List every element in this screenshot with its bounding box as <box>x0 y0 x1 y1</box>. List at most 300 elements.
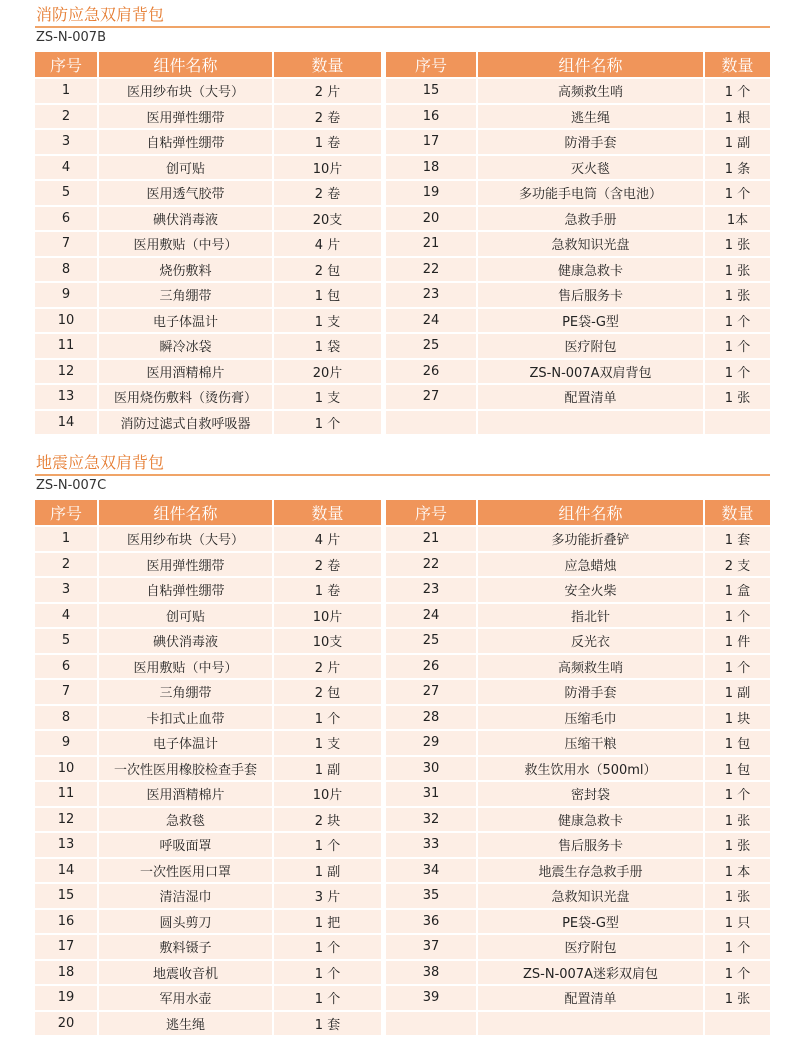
cell-component-name: 一次性医用口罩 <box>99 859 274 885</box>
cell-component-name: 医疗附包 <box>478 935 705 961</box>
table-row <box>35 757 381 783</box>
table-header-row <box>35 52 381 79</box>
cell-component-name: 医用纱布块（大号） <box>99 527 274 553</box>
cell-index: 19 <box>386 181 478 207</box>
cell-index: 10 <box>35 309 99 335</box>
cell-quantity: 4 片 <box>274 232 381 258</box>
cell-component-name: 售后服务卡 <box>478 833 705 859</box>
cell-index: 13 <box>35 385 99 411</box>
cell-component-name: 医用弹性绷带 <box>99 105 274 131</box>
table-row <box>386 655 770 681</box>
cell-index: 23 <box>386 578 478 604</box>
cell-component-name: 医用弹性绷带 <box>99 553 274 579</box>
cell-quantity: 1 个 <box>705 782 770 808</box>
cell-index: 24 <box>386 309 478 335</box>
cell-index: 19 <box>35 986 99 1012</box>
cell-index <box>386 1012 478 1038</box>
cell-quantity: 3 片 <box>274 884 381 910</box>
cell-component-name: 三角绷带 <box>99 283 274 309</box>
cell-index: 2 <box>35 105 99 131</box>
table-row <box>386 130 770 156</box>
cell-quantity: 2 包 <box>274 258 381 284</box>
cell-component-name: 医用敷贴（中号） <box>99 232 274 258</box>
table-row <box>386 859 770 885</box>
table-row <box>35 156 381 182</box>
cell-component-name: 地震收音机 <box>99 961 274 987</box>
cell-index: 22 <box>386 258 478 284</box>
cell-quantity: 1 个 <box>274 935 381 961</box>
cell-quantity: 1 条 <box>705 156 770 182</box>
section-model-code: ZS-N-007B <box>36 30 106 45</box>
cell-index: 1 <box>35 79 99 105</box>
cell-index: 15 <box>386 79 478 105</box>
cell-quantity: 1 件 <box>705 629 770 655</box>
cell-quantity: 2 片 <box>274 655 381 681</box>
cell-index: 38 <box>386 961 478 987</box>
table-row <box>35 385 381 411</box>
cell-quantity: 10片 <box>274 156 381 182</box>
cell-index: 23 <box>386 283 478 309</box>
cell-component-name: 配置清单 <box>478 986 705 1012</box>
cell-component-name: 烧伤敷料 <box>99 258 274 284</box>
section-model-code: ZS-N-007C <box>36 478 107 493</box>
table-row <box>386 309 770 335</box>
header-index: 序号 <box>35 52 99 79</box>
cell-quantity: 1 张 <box>705 258 770 284</box>
cell-index: 32 <box>386 808 478 834</box>
cell-quantity: 1 套 <box>274 1012 381 1038</box>
cell-component-name: 逃生绳 <box>478 105 705 131</box>
cell-index: 21 <box>386 232 478 258</box>
cell-component-name: 医用纱布块（大号） <box>99 79 274 105</box>
cell-quantity: 1 张 <box>705 884 770 910</box>
cell-index: 26 <box>386 360 478 386</box>
cell-component-name: 安全火柴 <box>478 578 705 604</box>
cell-component-name: 三角绷带 <box>99 680 274 706</box>
cell-index: 24 <box>386 604 478 630</box>
table-header-row <box>386 500 770 527</box>
cell-quantity: 2 块 <box>274 808 381 834</box>
cell-index: 20 <box>35 1012 99 1038</box>
table-row <box>35 782 381 808</box>
cell-quantity: 1 卷 <box>274 130 381 156</box>
cell-quantity: 20片 <box>274 360 381 386</box>
cell-index: 9 <box>35 283 99 309</box>
cell-quantity: 1 副 <box>274 859 381 885</box>
cell-quantity: 4 片 <box>274 527 381 553</box>
table-row <box>386 79 770 105</box>
table-row <box>386 706 770 732</box>
table-row <box>35 553 381 579</box>
table-row <box>35 105 381 131</box>
cell-quantity: 1 个 <box>705 309 770 335</box>
table-row <box>35 833 381 859</box>
cell-quantity: 1 张 <box>705 833 770 859</box>
cell-index: 33 <box>386 833 478 859</box>
table-row <box>35 1012 381 1038</box>
table-row <box>35 961 381 987</box>
table-row <box>386 283 770 309</box>
cell-quantity: 20支 <box>274 207 381 233</box>
cell-quantity: 1 包 <box>705 731 770 757</box>
cell-quantity: 1 支 <box>274 731 381 757</box>
header-component-name: 组件名称 <box>478 500 705 527</box>
table-row <box>35 578 381 604</box>
cell-quantity: 1 个 <box>705 604 770 630</box>
table-row <box>35 859 381 885</box>
cell-component-name: 逃生绳 <box>99 1012 274 1038</box>
cell-quantity: 1 张 <box>705 385 770 411</box>
cell-quantity: 1 本 <box>705 859 770 885</box>
cell-index: 3 <box>35 130 99 156</box>
cell-index: 16 <box>35 910 99 936</box>
cell-index: 11 <box>35 334 99 360</box>
cell-component-name: 军用水壶 <box>99 986 274 1012</box>
cell-component-name: 急救毯 <box>99 808 274 834</box>
table-row <box>386 360 770 386</box>
cell-index: 29 <box>386 731 478 757</box>
table-row <box>35 808 381 834</box>
cell-index: 7 <box>35 232 99 258</box>
component-tables <box>35 48 770 432</box>
table-row <box>386 833 770 859</box>
table-row <box>386 680 770 706</box>
header-component-name: 组件名称 <box>99 500 274 527</box>
component-table-left <box>35 52 381 436</box>
cell-component-name: 救生饮用水（500ml） <box>478 757 705 783</box>
cell-index: 4 <box>35 156 99 182</box>
table-row <box>386 411 770 437</box>
cell-quantity: 1 块 <box>705 706 770 732</box>
table-row <box>35 604 381 630</box>
cell-quantity: 1 个 <box>274 961 381 987</box>
cell-quantity: 1 张 <box>705 283 770 309</box>
cell-component-name: 创可贴 <box>99 604 274 630</box>
cell-component-name: 医用敷贴（中号） <box>99 655 274 681</box>
table-row <box>35 527 381 553</box>
cell-index: 6 <box>35 207 99 233</box>
cell-quantity <box>705 1012 770 1038</box>
header-quantity: 数量 <box>705 52 770 79</box>
cell-component-name: 应急蜡烛 <box>478 553 705 579</box>
table-row <box>35 130 381 156</box>
cell-component-name: 医疗附包 <box>478 334 705 360</box>
table-row <box>35 706 381 732</box>
cell-index: 12 <box>35 808 99 834</box>
table-row <box>386 258 770 284</box>
cell-index: 28 <box>386 706 478 732</box>
cell-index: 25 <box>386 334 478 360</box>
cell-index <box>386 411 478 437</box>
cell-component-name: 医用酒精棉片 <box>99 782 274 808</box>
cell-index: 18 <box>35 961 99 987</box>
cell-index: 30 <box>386 757 478 783</box>
cell-index: 7 <box>35 680 99 706</box>
cell-index: 21 <box>386 527 478 553</box>
cell-quantity: 10片 <box>274 782 381 808</box>
cell-index: 8 <box>35 706 99 732</box>
table-row <box>35 232 381 258</box>
cell-index: 15 <box>35 884 99 910</box>
section-fire-backpack <box>35 4 770 432</box>
cell-quantity: 1 包 <box>705 757 770 783</box>
cell-component-name: PE袋-G型 <box>478 910 705 936</box>
cell-quantity: 1 个 <box>705 181 770 207</box>
table-row <box>35 884 381 910</box>
cell-component-name: 防滑手套 <box>478 680 705 706</box>
cell-component-name: 医用透气胶带 <box>99 181 274 207</box>
cell-index: 6 <box>35 655 99 681</box>
cell-index: 16 <box>386 105 478 131</box>
cell-index: 27 <box>386 680 478 706</box>
cell-quantity: 2 支 <box>705 553 770 579</box>
cell-component-name: 碘伏消毒液 <box>99 629 274 655</box>
cell-component-name <box>478 1012 705 1038</box>
cell-component-name: 消防过滤式自救呼吸器 <box>99 411 274 437</box>
header-index: 序号 <box>386 52 478 79</box>
cell-index: 37 <box>386 935 478 961</box>
table-row <box>386 578 770 604</box>
cell-index: 36 <box>386 910 478 936</box>
cell-component-name: 压缩干粮 <box>478 731 705 757</box>
table-row <box>35 629 381 655</box>
cell-component-name: 卡扣式止血带 <box>99 706 274 732</box>
cell-quantity: 10片 <box>274 604 381 630</box>
cell-index: 12 <box>35 360 99 386</box>
cell-quantity: 10支 <box>274 629 381 655</box>
table-row <box>386 553 770 579</box>
cell-component-name: 灭火毯 <box>478 156 705 182</box>
cell-quantity: 1 副 <box>705 680 770 706</box>
cell-quantity: 1 把 <box>274 910 381 936</box>
cell-quantity: 1 袋 <box>274 334 381 360</box>
cell-index: 18 <box>386 156 478 182</box>
cell-index: 27 <box>386 385 478 411</box>
section-title: 地震应急双肩背包 <box>36 453 165 472</box>
cell-component-name: 健康急救卡 <box>478 258 705 284</box>
cell-quantity: 1 个 <box>705 360 770 386</box>
cell-index: 17 <box>386 130 478 156</box>
table-row <box>35 935 381 961</box>
cell-component-name: 防滑手套 <box>478 130 705 156</box>
table-row <box>35 181 381 207</box>
cell-index: 4 <box>35 604 99 630</box>
cell-quantity <box>705 411 770 437</box>
header-index: 序号 <box>386 500 478 527</box>
cell-quantity: 1 支 <box>274 309 381 335</box>
cell-quantity: 1 个 <box>705 334 770 360</box>
cell-quantity: 1 副 <box>274 757 381 783</box>
cell-component-name: 急救手册 <box>478 207 705 233</box>
cell-component-name: 健康急救卡 <box>478 808 705 834</box>
cell-quantity: 1 个 <box>705 655 770 681</box>
cell-component-name: 电子体温计 <box>99 731 274 757</box>
component-table-left <box>35 500 381 1037</box>
cell-index: 2 <box>35 553 99 579</box>
cell-component-name: 圆头剪刀 <box>99 910 274 936</box>
cell-index: 9 <box>35 731 99 757</box>
cell-component-name: 售后服务卡 <box>478 283 705 309</box>
header-component-name: 组件名称 <box>99 52 274 79</box>
cell-index: 5 <box>35 629 99 655</box>
table-row <box>35 258 381 284</box>
cell-quantity: 1 包 <box>274 283 381 309</box>
table-row <box>35 655 381 681</box>
cell-index: 11 <box>35 782 99 808</box>
cell-component-name: 医用酒精棉片 <box>99 360 274 386</box>
cell-index: 5 <box>35 181 99 207</box>
cell-quantity: 1 卷 <box>274 578 381 604</box>
table-row <box>35 79 381 105</box>
cell-component-name: 清洁湿巾 <box>99 884 274 910</box>
cell-index: 34 <box>386 859 478 885</box>
table-row <box>35 731 381 757</box>
cell-component-name: ZS-N-007A迷彩双肩包 <box>478 961 705 987</box>
cell-component-name: 指北针 <box>478 604 705 630</box>
cell-quantity: 1 支 <box>274 385 381 411</box>
cell-component-name: 急救知识光盘 <box>478 884 705 910</box>
cell-index: 17 <box>35 935 99 961</box>
cell-component-name: PE袋-G型 <box>478 309 705 335</box>
table-row <box>386 808 770 834</box>
cell-quantity: 1 张 <box>705 232 770 258</box>
cell-index: 20 <box>386 207 478 233</box>
cell-index: 13 <box>35 833 99 859</box>
cell-quantity: 1 个 <box>705 79 770 105</box>
cell-component-name: 反光衣 <box>478 629 705 655</box>
table-header-row <box>386 52 770 79</box>
table-row <box>35 309 381 335</box>
cell-quantity: 2 卷 <box>274 105 381 131</box>
table-row <box>386 105 770 131</box>
cell-quantity: 2 包 <box>274 680 381 706</box>
table-row <box>35 986 381 1012</box>
table-row <box>386 884 770 910</box>
table-row <box>386 207 770 233</box>
cell-index: 35 <box>386 884 478 910</box>
cell-index: 14 <box>35 411 99 437</box>
cell-component-name: 敷料镊子 <box>99 935 274 961</box>
cell-component-name: ZS-N-007A双肩背包 <box>478 360 705 386</box>
cell-index: 1 <box>35 527 99 553</box>
component-tables <box>35 496 770 1033</box>
cell-component-name: 瞬冷冰袋 <box>99 334 274 360</box>
cell-component-name: 多功能折叠铲 <box>478 527 705 553</box>
cell-component-name: 呼吸面罩 <box>99 833 274 859</box>
table-row <box>386 757 770 783</box>
header-component-name: 组件名称 <box>478 52 705 79</box>
table-row <box>35 283 381 309</box>
table-row <box>386 156 770 182</box>
table-row <box>35 334 381 360</box>
cell-component-name: 密封袋 <box>478 782 705 808</box>
cell-index: 3 <box>35 578 99 604</box>
table-row <box>386 527 770 553</box>
cell-index: 26 <box>386 655 478 681</box>
table-row <box>35 680 381 706</box>
section-title: 消防应急双肩背包 <box>36 5 165 24</box>
cell-quantity: 1 张 <box>705 986 770 1012</box>
table-row <box>386 232 770 258</box>
cell-component-name: 高频救生哨 <box>478 655 705 681</box>
table-row <box>35 360 381 386</box>
cell-index: 8 <box>35 258 99 284</box>
cell-index: 22 <box>386 553 478 579</box>
header-quantity: 数量 <box>705 500 770 527</box>
cell-component-name: 地震生存急救手册 <box>478 859 705 885</box>
cell-component-name: 碘伏消毒液 <box>99 207 274 233</box>
cell-component-name: 一次性医用橡胶检查手套 <box>99 757 274 783</box>
table-row <box>386 334 770 360</box>
cell-component-name: 创可贴 <box>99 156 274 182</box>
section-earthquake-backpack <box>35 452 770 1033</box>
cell-component-name: 电子体温计 <box>99 309 274 335</box>
cell-component-name: 多功能手电筒（含电池） <box>478 181 705 207</box>
cell-index: 31 <box>386 782 478 808</box>
component-table-right <box>386 52 770 436</box>
table-row <box>386 731 770 757</box>
cell-quantity: 1 个 <box>274 833 381 859</box>
header-quantity: 数量 <box>274 52 381 79</box>
table-row <box>386 385 770 411</box>
cell-index: 39 <box>386 986 478 1012</box>
table-row <box>386 986 770 1012</box>
cell-component-name: 医用烧伤敷料（烫伤膏） <box>99 385 274 411</box>
cell-quantity: 2 卷 <box>274 553 381 579</box>
cell-quantity: 1 只 <box>705 910 770 936</box>
table-row <box>386 935 770 961</box>
cell-quantity: 1 个 <box>274 706 381 732</box>
table-row <box>35 910 381 936</box>
cell-quantity: 1本 <box>705 207 770 233</box>
table-row <box>35 207 381 233</box>
cell-component-name: 自粘弹性绷带 <box>99 130 274 156</box>
cell-quantity: 1 副 <box>705 130 770 156</box>
cell-component-name: 配置清单 <box>478 385 705 411</box>
cell-quantity: 1 张 <box>705 808 770 834</box>
cell-component-name: 自粘弹性绷带 <box>99 578 274 604</box>
table-row <box>35 411 381 437</box>
cell-quantity: 1 盒 <box>705 578 770 604</box>
cell-index: 10 <box>35 757 99 783</box>
table-row <box>386 629 770 655</box>
cell-index: 14 <box>35 859 99 885</box>
cell-quantity: 1 个 <box>705 961 770 987</box>
cell-quantity: 1 套 <box>705 527 770 553</box>
cell-component-name <box>478 411 705 437</box>
component-table-right <box>386 500 770 1037</box>
table-row <box>386 961 770 987</box>
cell-quantity: 1 个 <box>274 411 381 437</box>
table-row <box>386 181 770 207</box>
header-index: 序号 <box>35 500 99 527</box>
table-row <box>386 1012 770 1038</box>
cell-quantity: 2 片 <box>274 79 381 105</box>
cell-component-name: 急救知识光盘 <box>478 232 705 258</box>
cell-index: 25 <box>386 629 478 655</box>
table-row <box>386 910 770 936</box>
cell-quantity: 1 根 <box>705 105 770 131</box>
cell-quantity: 1 个 <box>274 986 381 1012</box>
cell-quantity: 2 卷 <box>274 181 381 207</box>
cell-quantity: 1 个 <box>705 935 770 961</box>
table-header-row <box>35 500 381 527</box>
table-row <box>386 782 770 808</box>
cell-component-name: 高频救生哨 <box>478 79 705 105</box>
table-row <box>386 604 770 630</box>
cell-component-name: 压缩毛巾 <box>478 706 705 732</box>
header-quantity: 数量 <box>274 500 381 527</box>
